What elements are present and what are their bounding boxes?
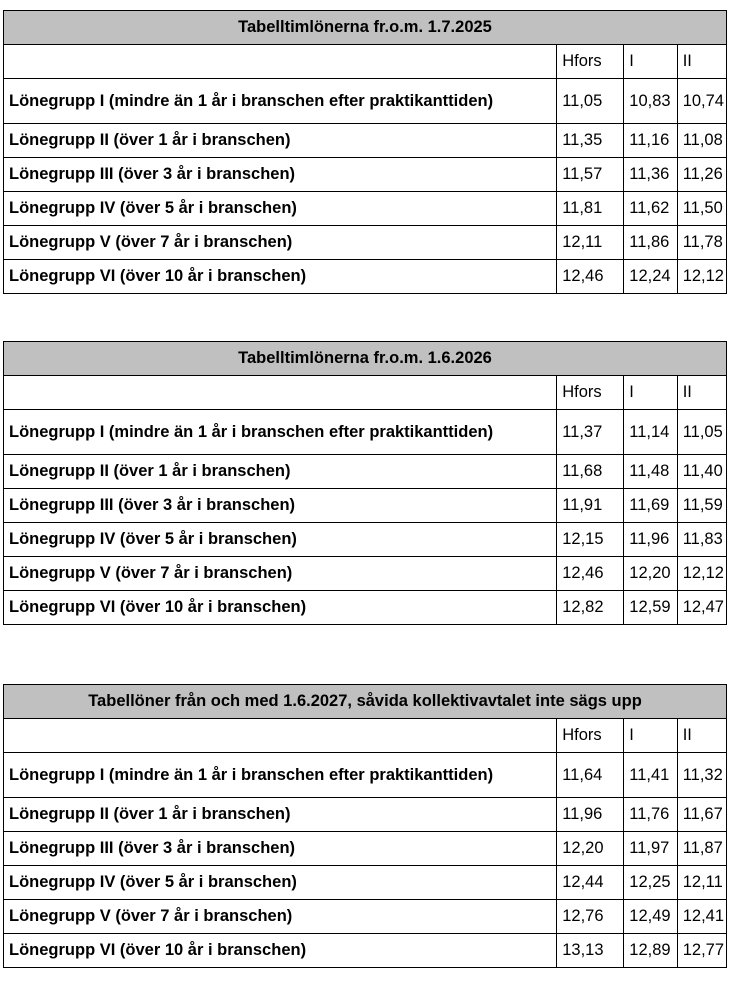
- table-row: [4, 410, 727, 455]
- value-i: 11,41: [624, 753, 677, 798]
- value-ii: 11,08: [677, 124, 726, 158]
- table-row: [4, 79, 727, 124]
- value-i: 11,36: [624, 158, 677, 192]
- table-row: [4, 591, 727, 625]
- row-label: Lönegrupp IV (över 5 år i branschen): [4, 866, 557, 900]
- value-ii: 11,32: [677, 753, 726, 798]
- value-hfors: 11,81: [557, 192, 624, 226]
- table-row: [4, 489, 727, 523]
- row-label: Lönegrupp III (över 3 år i branschen): [4, 158, 557, 192]
- column-header-hfors: Hfors: [557, 45, 624, 79]
- table-row: [4, 192, 727, 226]
- wage-table-2025: [3, 10, 727, 294]
- table-row: [4, 260, 727, 294]
- value-ii: 11,26: [677, 158, 726, 192]
- table-row: [4, 900, 727, 934]
- value-hfors: 12,15: [557, 523, 624, 557]
- value-hfors: 12,44: [557, 866, 624, 900]
- column-header-ii: II: [677, 45, 726, 79]
- row-label: Lönegrupp V (över 7 år i branschen): [4, 900, 557, 934]
- value-hfors: 12,76: [557, 900, 624, 934]
- row-label: Lönegrupp III (över 3 år i branschen): [4, 489, 557, 523]
- value-i: 12,89: [624, 934, 677, 968]
- value-hfors: 11,96: [557, 798, 624, 832]
- column-header-ii: II: [677, 719, 726, 753]
- row-label: Lönegrupp IV (över 5 år i branschen): [4, 523, 557, 557]
- value-hfors: 12,20: [557, 832, 624, 866]
- table-row: [4, 753, 727, 798]
- row-label: Lönegrupp I (mindre än 1 år i branschen efter praktikanttiden): [4, 753, 557, 798]
- value-ii: 11,78: [677, 226, 726, 260]
- table-row: [4, 455, 727, 489]
- value-i: 11,96: [624, 523, 677, 557]
- table-row: [4, 934, 727, 968]
- row-label: Lönegrupp VI (över 10 år i branschen): [4, 934, 557, 968]
- value-ii: 11,50: [677, 192, 726, 226]
- value-i: 11,48: [624, 455, 677, 489]
- value-hfors: 12,46: [557, 557, 624, 591]
- value-i: 12,59: [624, 591, 677, 625]
- row-label: Lönegrupp III (över 3 år i branschen): [4, 832, 557, 866]
- value-ii: 12,41: [677, 900, 726, 934]
- value-i: 11,16: [624, 124, 677, 158]
- table-row: [4, 832, 727, 866]
- value-i: 12,25: [624, 866, 677, 900]
- row-label: Lönegrupp I (mindre än 1 år i branschen efter praktikanttiden): [4, 79, 557, 124]
- value-hfors: 13,13: [557, 934, 624, 968]
- value-i: 11,76: [624, 798, 677, 832]
- row-label: Lönegrupp V (över 7 år i branschen): [4, 557, 557, 591]
- value-ii: 12,77: [677, 934, 726, 968]
- wage-table-2027: [3, 684, 727, 968]
- row-label: Lönegrupp II (över 1 år i branschen): [4, 798, 557, 832]
- value-i: 12,24: [624, 260, 677, 294]
- value-ii: 12,47: [677, 591, 726, 625]
- value-ii: 12,12: [677, 260, 726, 294]
- row-label: Lönegrupp V (över 7 år i branschen): [4, 226, 557, 260]
- column-header-i: I: [624, 719, 677, 753]
- table-row: [4, 124, 727, 158]
- value-hfors: 12,11: [557, 226, 624, 260]
- value-ii: 11,83: [677, 523, 726, 557]
- row-label: Lönegrupp VI (över 10 år i branschen): [4, 591, 557, 625]
- value-hfors: 11,35: [557, 124, 624, 158]
- value-i: 12,49: [624, 900, 677, 934]
- value-ii: 11,59: [677, 489, 726, 523]
- value-hfors: 11,57: [557, 158, 624, 192]
- value-ii: 12,11: [677, 866, 726, 900]
- column-header-i: I: [624, 376, 677, 410]
- table-title: Tabelltimlönerna fr.o.m. 1.7.2025: [4, 11, 727, 45]
- table-title: Tabelltimlönerna fr.o.m. 1.6.2026: [4, 342, 727, 376]
- row-label: Lönegrupp II (över 1 år i branschen): [4, 455, 557, 489]
- value-ii: 12,12: [677, 557, 726, 591]
- row-label: Lönegrupp II (över 1 år i branschen): [4, 124, 557, 158]
- value-ii: 11,87: [677, 832, 726, 866]
- column-header-i: I: [624, 45, 677, 79]
- column-header-hfors: Hfors: [557, 719, 624, 753]
- row-label: Lönegrupp I (mindre än 1 år i branschen efter praktikanttiden): [4, 410, 557, 455]
- table-title: Tabellöner från och med 1.6.2027, såvida kollektivavtalet inte sägs upp: [4, 685, 727, 719]
- value-i: 11,62: [624, 192, 677, 226]
- table-row: [4, 226, 727, 260]
- column-header-hfors: Hfors: [557, 376, 624, 410]
- value-hfors: 11,64: [557, 753, 624, 798]
- value-i: 11,86: [624, 226, 677, 260]
- value-i: 12,20: [624, 557, 677, 591]
- value-ii: 11,67: [677, 798, 726, 832]
- value-i: 10,83: [624, 79, 677, 124]
- value-i: 11,97: [624, 832, 677, 866]
- value-hfors: 12,82: [557, 591, 624, 625]
- wage-table-2026: [3, 341, 727, 625]
- value-ii: 10,74: [677, 79, 726, 124]
- row-label: Lönegrupp IV (över 5 år i branschen): [4, 192, 557, 226]
- value-i: 11,69: [624, 489, 677, 523]
- table-row: [4, 523, 727, 557]
- table-row: [4, 798, 727, 832]
- row-label: Lönegrupp VI (över 10 år i branschen): [4, 260, 557, 294]
- table-row: [4, 557, 727, 591]
- value-hfors: 12,46: [557, 260, 624, 294]
- value-hfors: 11,68: [557, 455, 624, 489]
- table-row: [4, 158, 727, 192]
- value-ii: 11,05: [677, 410, 726, 455]
- value-hfors: 11,05: [557, 79, 624, 124]
- column-header-ii: II: [677, 376, 726, 410]
- table-row: [4, 866, 727, 900]
- value-hfors: 11,91: [557, 489, 624, 523]
- value-i: 11,14: [624, 410, 677, 455]
- value-hfors: 11,37: [557, 410, 624, 455]
- value-ii: 11,40: [677, 455, 726, 489]
